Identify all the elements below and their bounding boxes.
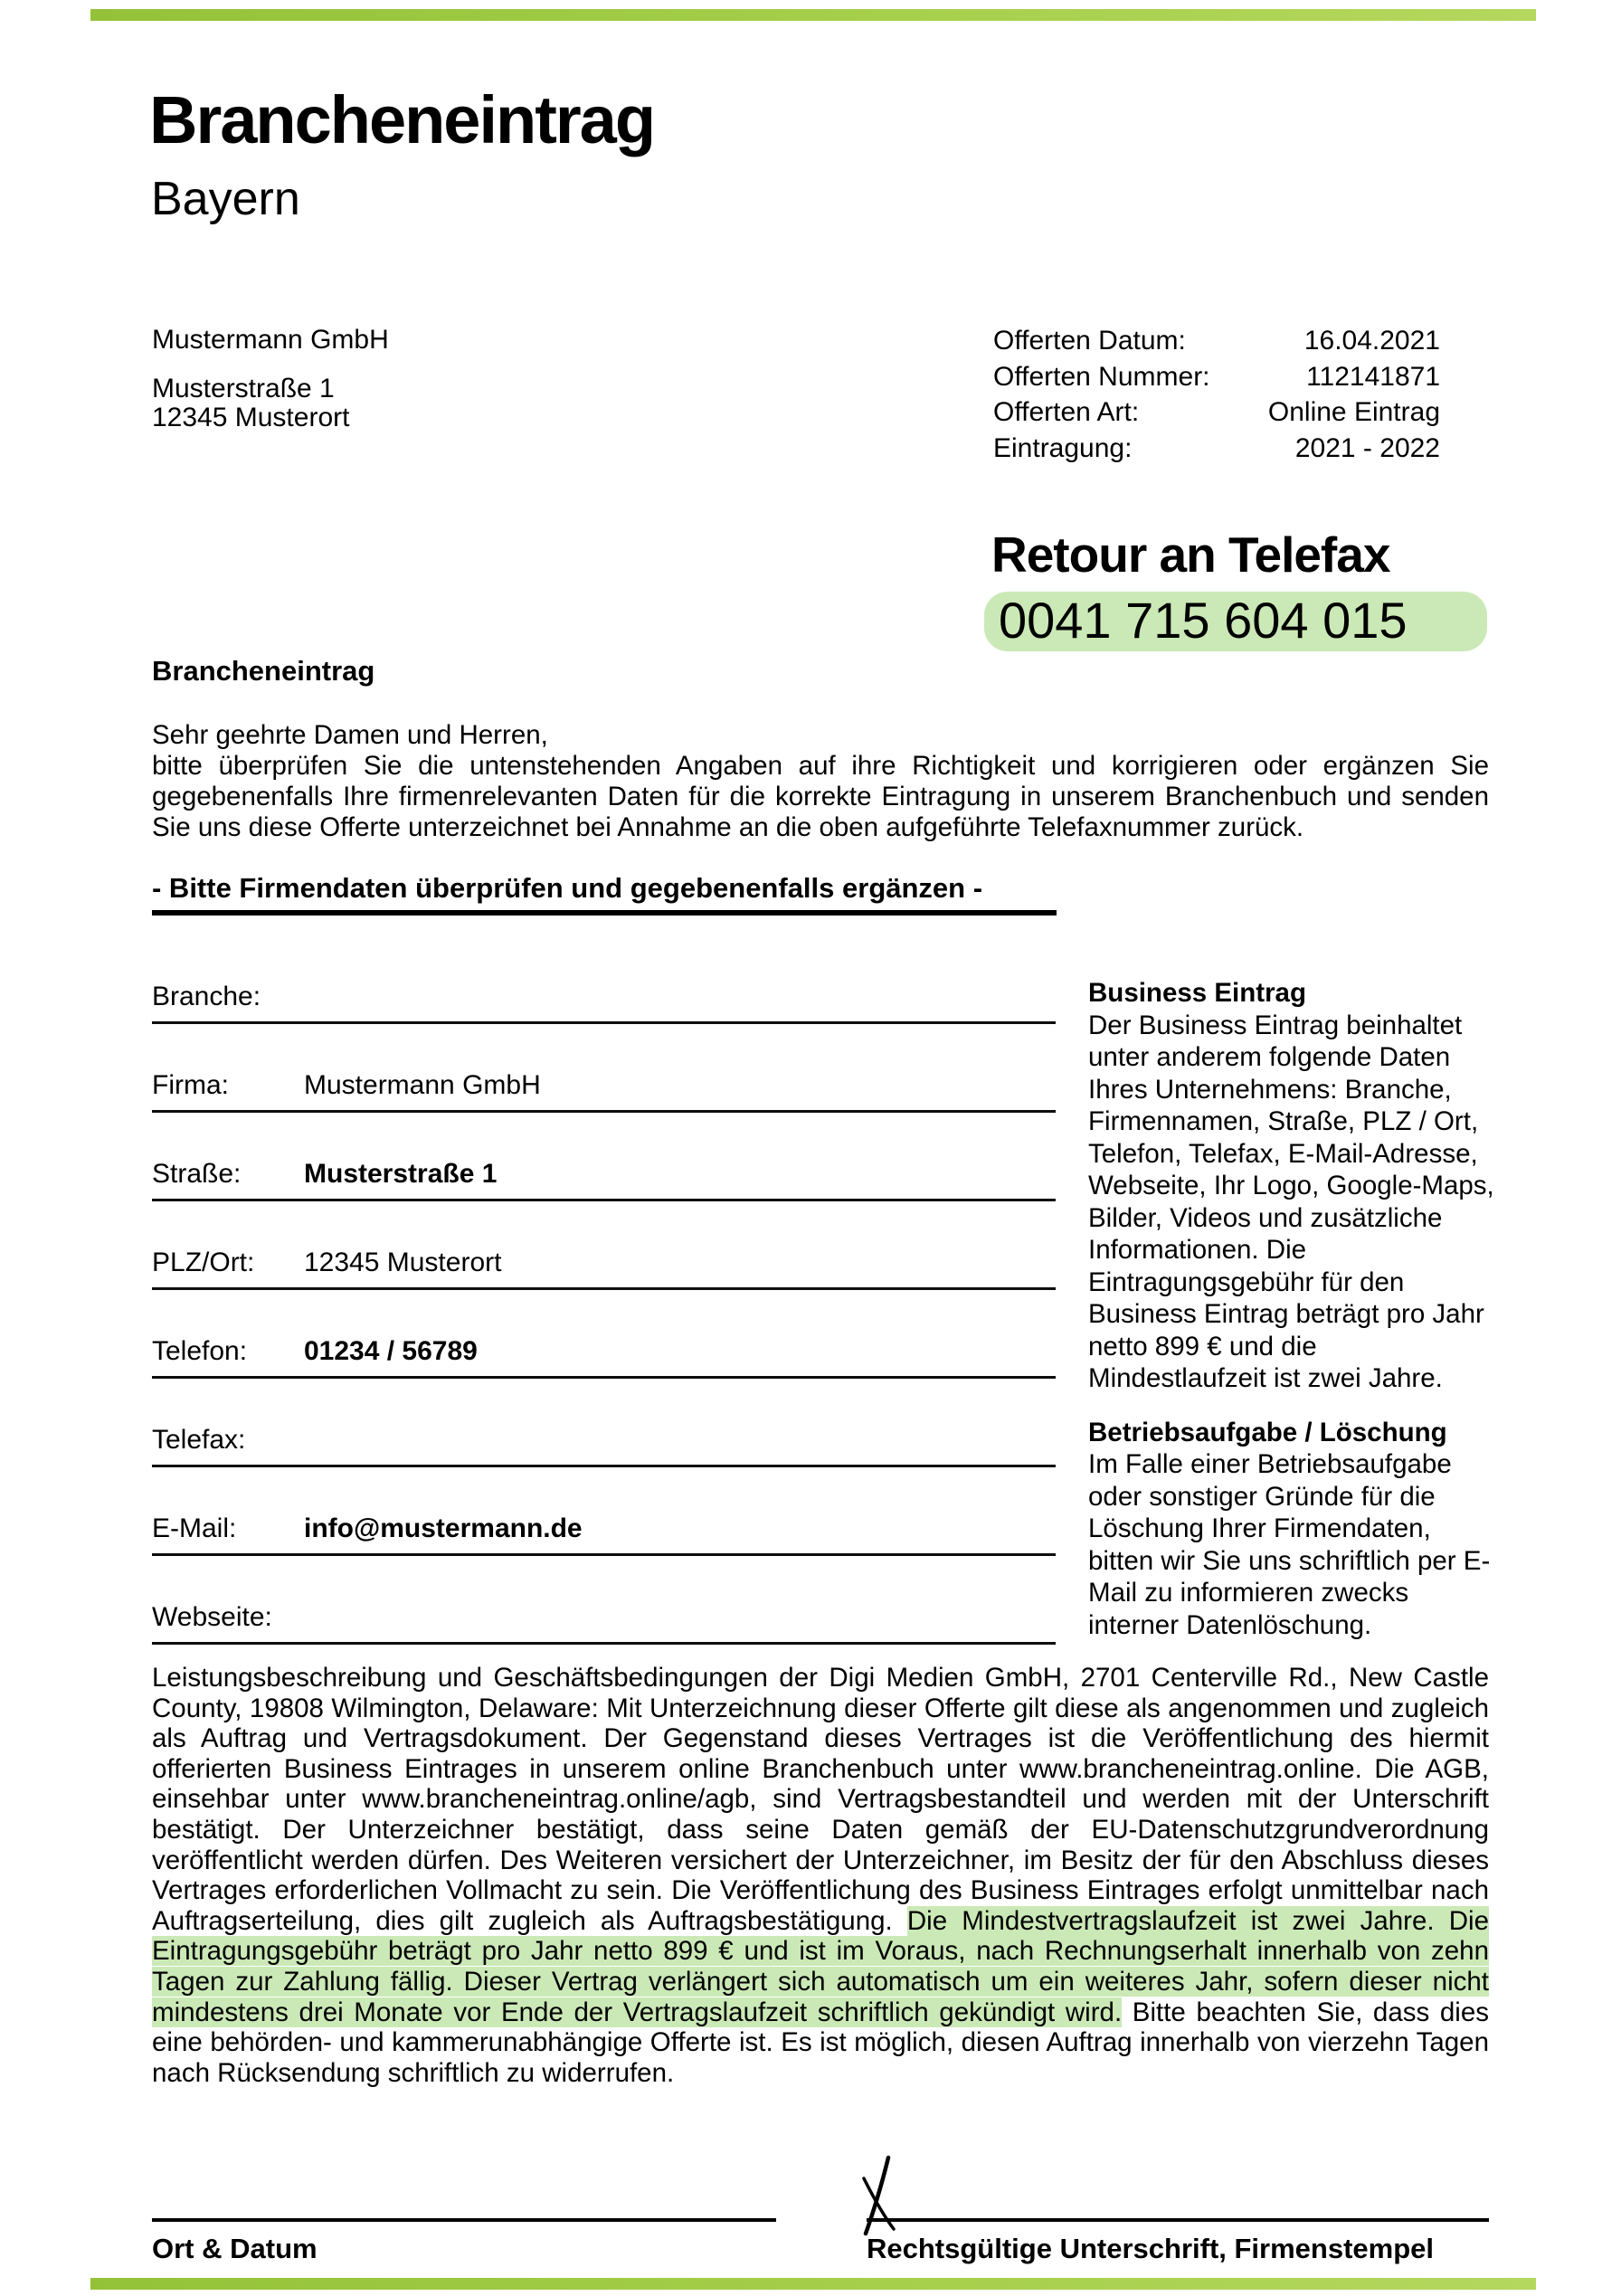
deletion-block — [1088, 1417, 1497, 1642]
date-signature-line — [152, 2218, 776, 2222]
field-underline — [152, 1021, 1056, 1024]
fax-return-heading: Retour an Telefax — [991, 527, 1390, 583]
signature-label: Rechtsgültige Unterschrift, Firmenstempel — [867, 2233, 1435, 2264]
field-label: E-Mail: — [152, 1513, 237, 1543]
recipient-company: Mustermann GmbH — [152, 325, 389, 355]
deletion-heading: Betriebsaufgabe / Löschung — [1088, 1417, 1447, 1447]
signature-line — [867, 2218, 1489, 2222]
field-label: Webseite: — [152, 1602, 272, 1632]
field-label: Firma: — [152, 1070, 229, 1100]
legal-text-post: Bitte beachten Sie, dass dies eine behörden- und kammerunabhängige Offerte ist. Es ist möglich, diesen Auftrag innerhalb von vierzehn Tagen nach Rücksendung schriftlich zu widerrufen. — [152, 1997, 1489, 2088]
field-underline — [152, 1553, 1056, 1556]
recipient-gap — [152, 355, 389, 375]
form-row-plz-ort — [152, 1248, 1056, 1336]
offer-info-row — [993, 326, 1440, 362]
fax-number-highlight: 0041 715 604 015 — [984, 592, 1487, 651]
bottom-accent-bar — [90, 2278, 1536, 2290]
offer-info-value: Online Eintrag — [1267, 397, 1440, 427]
field-value: 12345 Musterort — [304, 1248, 502, 1277]
info-sidebar — [1088, 977, 1497, 1641]
page-title: Brancheneintrag — [149, 82, 655, 157]
field-underline — [152, 1287, 1056, 1290]
offer-info-label: Offerten Nummer: — [993, 361, 1210, 392]
legal-text-highlight: Die Mindestvertragslaufzeit ist zwei Jahre. Die Eintragungsgebühr beträgt pro Jahr netto 899 € und ist im Voraus, nach Rechnungserhalt innerhalb von zehn Tagen zur Zahlung fällig. Dieser Vertrag verlängert sich automatisch um ein weiteres Jahr, sofern dieser nicht mindestens drei Monate vor Ende der Vertragslaufzeit schriftlich gekündigt wird. — [152, 1905, 1489, 2027]
offer-info-value: 16.04.2021 — [1303, 326, 1440, 356]
business-entry-text: Der Business Eintrag beinhaltet unter anderem folgende Daten Ihres Unternehmens: Branche, Firmennamen, Straße, PLZ / Ort, Telefon, Telefax, E-Mail-Adresse, Webseite, Ihr Logo, Google-Maps, Bilder, Videos und zusätzliche Informationen. Die Eintragungsgebühr für den Business Eintrag beträgt pro Jahr netto 899 € und die Mindestlaufzeit ist zwei Jahre. — [1088, 1010, 1494, 1393]
field-underline — [152, 1465, 1056, 1467]
offer-info-label: Offerten Datum: — [993, 326, 1186, 356]
field-value: Musterstraße 1 — [304, 1159, 498, 1189]
form-row-email — [152, 1513, 1056, 1602]
form-row-telefon — [152, 1336, 1056, 1425]
field-label: Telefon: — [152, 1336, 248, 1366]
fax-return-block — [984, 525, 1487, 651]
business-entry-heading: Business Eintrag — [1088, 978, 1306, 1008]
field-value: Mustermann GmbH — [304, 1070, 541, 1100]
form-row-firma — [152, 1070, 1056, 1159]
offer-info-value: 2021 - 2022 — [1294, 432, 1440, 463]
offer-info-row — [993, 397, 1440, 433]
field-underline — [152, 1199, 1056, 1201]
business-entry-block — [1088, 977, 1497, 1395]
signature-x-mark — [858, 2155, 899, 2236]
intro-text: bitte überprüfen Sie die untenstehenden Angaben auf ihre Richtigkeit und korrigieren oder ergänzen Sie gegebenenfalls Ihre firmenrelevanten Daten für die korrekte Eintragung in unserem Branchenbuch und senden Sie uns diese Offerte unterzeichnet bei Annahme an die oben aufgeführte Telefaxnummer zurück. — [152, 751, 1489, 842]
offer-info-label: Eintragung: — [993, 432, 1133, 463]
legal-paragraph — [152, 1663, 1489, 2088]
field-underline — [152, 1642, 1056, 1645]
recipient-street: Musterstraße 1 — [152, 374, 335, 403]
field-value: info@mustermann.de — [304, 1513, 583, 1543]
form-row-telefax — [152, 1425, 1056, 1513]
field-label: PLZ/Ort: — [152, 1248, 255, 1277]
offer-info-value: 112141871 — [1306, 361, 1440, 392]
legal-text-pre: Leistungsbeschreibung und Geschäftsbedingungen der Digi Medien GmbH, 2701 Centerville Rd., New Castle County, 19808 Wilmington, Delaware: Mit Unterzeichnung dieser Offerte gilt diese als angenommen und zugleich als Auftrag und Vertragsdokument. Der Gegenstand dieses Vertrages ist die Veröffentlichung des hiermit offerierten Business Eintrages in unserem online Branchenbuch unter www.brancheneintrag.online. Die AGB, einsehbar unter www.brancheneintrag.online/agb, sind Vertragsbestandteil und werden mit der Unterschrift bestätigt. Der Unterzeichner bestätigt, dass seine Daten gemäß der EU-Datenschutzgrundverordnung veröffentlicht werden dürfen. Des Weiteren versichert der Unterzeichner, im Besitz der für den Abschluss dieses Vertrages erforderlichen Vollmacht zu sein. Die Veröffentlichung des Business Eintrages erfolgt unmittelbar nach Auftragserteilung, dies gilt zugleich als Auftragsbestätigung. — [152, 1663, 1489, 1936]
offer-info-table — [993, 326, 1440, 469]
recipient-block — [152, 326, 389, 432]
deletion-text: Im Falle einer Betriebsaufgabe oder sonstiger Gründe für die Löschung Ihrer Firmendaten, bitten wir Sie uns schriftlich per E-Mail zu informieren zwecks interner Datenlöschung. — [1088, 1449, 1491, 1640]
form-row-branche — [152, 982, 1056, 1070]
heading-underline — [152, 910, 1057, 916]
field-label: Branche: — [152, 982, 261, 1011]
field-value: 01234 / 56789 — [304, 1336, 478, 1366]
recipient-city: 12345 Musterort — [152, 403, 350, 432]
top-accent-bar — [90, 9, 1536, 21]
field-label: Telefax: — [152, 1425, 246, 1455]
greeting-paragraph — [152, 720, 1489, 843]
field-underline — [152, 1110, 1056, 1113]
section-heading-brancheneintrag: Brancheneintrag — [152, 655, 375, 687]
offer-info-row — [993, 433, 1440, 470]
page-subtitle: Bayern — [151, 173, 300, 225]
date-label: Ort & Datum — [152, 2233, 318, 2264]
offer-info-row — [993, 362, 1440, 398]
salutation-line: Sehr geehrte Damen und Herren, — [152, 720, 548, 750]
form-row-strasse — [152, 1159, 1056, 1248]
check-data-heading: - Bitte Firmendaten überprüfen und gegebenenfalls ergänzen - — [152, 872, 983, 904]
field-label: Straße: — [152, 1159, 242, 1189]
offer-info-label: Offerten Art: — [993, 397, 1140, 427]
field-underline — [152, 1376, 1056, 1379]
